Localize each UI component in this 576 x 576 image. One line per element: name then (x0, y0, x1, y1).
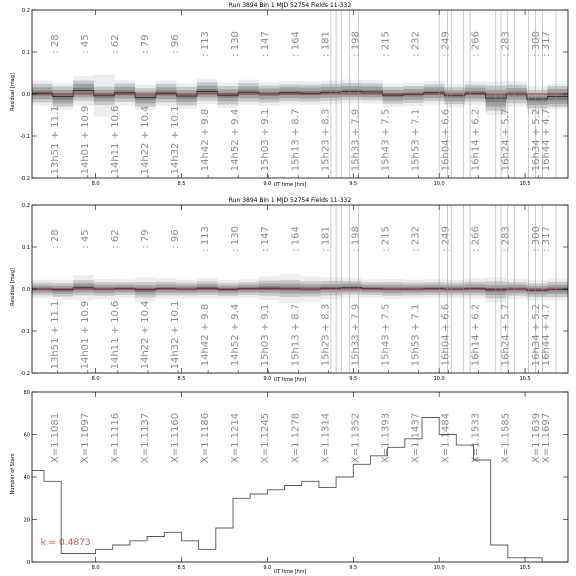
x-tick-label: 10.0 (433, 565, 445, 571)
coordinate-label: 14h11 + 10.6 (109, 300, 121, 370)
x-axis-label: UT time [hrs] (273, 377, 307, 383)
field-number-label: : 96 (170, 229, 182, 249)
coordinate-label: 14h11 + 10.6 (109, 105, 121, 175)
y-axis-label: Residual [mag] (10, 268, 16, 306)
x-tick-label: 9.0 (263, 181, 272, 187)
airmass-label: X=1.1278 (290, 412, 302, 464)
field-number-label: : 198 (350, 31, 362, 57)
coordinate-label: 16h24 + 5.7 (500, 108, 512, 172)
y-tick-label: -0.1 (20, 134, 30, 140)
coordinate-label: 16h04 + 6.6 (440, 108, 452, 172)
field-number-label: : 181 (320, 226, 332, 252)
coordinate-label: 16h24 + 5.7 (500, 303, 512, 367)
airmass-label: X=1.1533 (470, 412, 482, 464)
coordinate-label: 15h43 + 7.5 (380, 108, 392, 172)
field-number-label: : 283 (500, 31, 512, 57)
airmass-label: X=1.1137 (139, 412, 151, 464)
field-number-label: : 283 (500, 226, 512, 252)
x-tick-label: 9.5 (349, 565, 358, 571)
y-tick-label: 60 (23, 432, 30, 439)
y-tick-label: 0.2 (22, 203, 30, 209)
field-number-label: : 28 (49, 229, 61, 249)
coordinate-label: 13h51 + 11.1 (49, 105, 61, 175)
x-tick-label: 10.5 (519, 376, 531, 382)
coordinate-label: 15h23 + 8.3 (320, 303, 332, 367)
panel-top (10, 2, 568, 188)
airmass-label: X=1.1639 (530, 412, 542, 464)
field-number-label: : 130 (230, 226, 242, 252)
field-number-label: : 62 (109, 34, 121, 54)
coordinate-label: 15h03 + 9.1 (260, 303, 272, 367)
x-axis-label: UT time [hrs] (273, 182, 307, 188)
field-number-label: : 198 (350, 226, 362, 252)
coordinate-label: 15h43 + 7.5 (380, 303, 392, 367)
y-tick-label: 40 (23, 475, 30, 481)
y-tick-label: 0.0 (22, 287, 30, 293)
coordinate-label: 16h44 + 4.7 (541, 108, 553, 172)
field-number-label: : 215 (380, 226, 392, 252)
field-number-label: : 28 (49, 34, 61, 54)
field-number-label: : 164 (290, 226, 302, 252)
airmass-label: X=1.1484 (440, 412, 452, 464)
coordinate-label: 16h34 + 5.2 (530, 108, 542, 172)
x-tick-label: 9.0 (263, 376, 272, 382)
airmass-label: X=1.1116 (109, 412, 121, 464)
x-tick-label: 8.5 (177, 565, 186, 571)
field-number-label: : 130 (230, 31, 242, 57)
coordinate-label: 14h52 + 9.4 (230, 303, 242, 367)
airmass-label: X=1.1160 (170, 412, 182, 464)
panel-title: Run 3894 Bin 1 MJD 52754 Fields 11-332 (228, 197, 352, 204)
airmass-label: X=1.1352 (350, 412, 362, 464)
field-number-label: : 96 (170, 34, 182, 54)
field-number-label: : 266 (470, 31, 482, 57)
airmass-label: X=1.1585 (500, 412, 512, 464)
field-number-label: : 300 (530, 226, 542, 252)
x-tick-label: 9.5 (349, 181, 358, 187)
airmass-label: X=1.1097 (79, 412, 91, 464)
y-tick-label: -0.1 (20, 329, 30, 335)
x-tick-label: 8.5 (177, 181, 186, 187)
x-tick-label: 9.0 (263, 565, 272, 571)
coordinate-label: 15h33 + 7.9 (350, 303, 362, 367)
y-tick-label: -0.2 (20, 371, 30, 377)
field-number-label: : 113 (200, 226, 212, 252)
field-number-label: : 215 (380, 31, 392, 57)
airmass-label: X=1.1214 (230, 412, 242, 464)
field-number-label: : 147 (260, 226, 272, 252)
coordinate-label: 15h13 + 8.7 (290, 303, 302, 367)
coordinate-label: 15h53 + 7.1 (410, 303, 422, 367)
airmass-label: X=1.1081 (49, 412, 61, 464)
x-tick-label: 9.5 (349, 376, 358, 382)
field-number-label: : 317 (541, 31, 553, 57)
field-number-label: : 79 (139, 229, 151, 249)
airmass-label: X=1.1186 (200, 412, 212, 464)
field-number-label: : 147 (260, 31, 272, 57)
panel-title: Run 3894 Bin 1 MJD 52754 Fields 11-332 (228, 2, 352, 9)
field-number-label: : 62 (109, 229, 121, 249)
airmass-label: X=1.1245 (260, 412, 272, 464)
y-tick-label: 0.1 (22, 50, 30, 56)
coordinate-label: 14h42 + 9.8 (200, 303, 212, 367)
x-tick-label: 10.5 (519, 565, 531, 571)
coordinate-label: 15h03 + 9.1 (260, 108, 272, 172)
field-number-label: : 79 (139, 34, 151, 54)
coordinate-label: 15h23 + 8.3 (320, 108, 332, 172)
coordinate-label: 16h34 + 5.2 (530, 303, 542, 367)
field-number-label: : 232 (410, 31, 422, 57)
airmass-label: X=1.1314 (320, 412, 332, 464)
field-number-label: : 300 (530, 31, 542, 57)
coordinate-label: 14h52 + 9.4 (230, 108, 242, 172)
coordinate-label: 14h01 + 10.9 (79, 300, 91, 370)
y-tick-label: 0.2 (22, 8, 30, 14)
y-tick-label: 0 (26, 560, 30, 566)
airmass-label: X=1.1437 (410, 412, 422, 464)
y-tick-label: 20 (23, 517, 30, 524)
coordinate-label: 14h32 + 10.1 (170, 300, 182, 370)
field-number-label: : 232 (410, 226, 422, 252)
panel-bottom (10, 390, 568, 575)
airmass-label: X=1.1393 (380, 412, 392, 464)
coordinate-label: 15h13 + 8.7 (290, 108, 302, 172)
field-number-label: : 45 (79, 229, 91, 249)
coordinate-label: 14h22 + 10.4 (139, 300, 151, 370)
x-tick-label: 8.0 (91, 181, 100, 187)
coordinate-label: 15h53 + 7.1 (410, 108, 422, 172)
field-number-label: : 164 (290, 31, 302, 57)
field-number-label: : 266 (470, 226, 482, 252)
field-number-label: : 113 (200, 31, 212, 57)
y-tick-label: 0.1 (22, 245, 30, 251)
coordinate-label: 14h32 + 10.1 (170, 105, 182, 175)
x-tick-label: 8.0 (91, 376, 100, 382)
coordinate-label: 13h51 + 11.1 (49, 300, 61, 370)
coordinate-label: 16h14 + 6.2 (470, 108, 482, 172)
coordinate-label: 15h33 + 7.9 (350, 108, 362, 172)
panel-middle (10, 197, 568, 383)
x-tick-label: 10.0 (433, 181, 445, 187)
coordinate-label: 14h42 + 9.8 (200, 108, 212, 172)
coordinate-label: 14h01 + 10.9 (79, 105, 91, 175)
field-number-label: : 181 (320, 31, 332, 57)
airmass-label: X=1.1697 (541, 412, 553, 464)
field-number-label: : 45 (79, 34, 91, 54)
x-tick-label: 10.0 (433, 376, 445, 382)
field-number-label: : 249 (440, 31, 452, 57)
x-tick-label: 8.0 (91, 565, 100, 571)
y-axis-label: Residual [mag] (10, 73, 16, 111)
x-tick-label: 10.5 (519, 181, 531, 187)
x-tick-label: 8.5 (177, 376, 186, 382)
k-coefficient-label: k = 0.4873 (40, 538, 91, 548)
coordinate-label: 16h04 + 6.6 (440, 303, 452, 367)
coordinate-label: 14h22 + 10.4 (139, 105, 151, 175)
x-axis-label: UT time [hrs] (273, 569, 307, 575)
y-tick-label: 80 (23, 390, 30, 396)
coordinate-label: 16h44 + 4.7 (541, 303, 553, 367)
y-tick-label: -0.2 (20, 176, 30, 182)
y-tick-label: 0.0 (22, 92, 30, 98)
field-number-label: : 317 (541, 226, 553, 252)
y-axis-label: Number of Stars (10, 453, 16, 495)
coordinate-label: 16h14 + 6.2 (470, 303, 482, 367)
field-number-label: : 249 (440, 226, 452, 252)
